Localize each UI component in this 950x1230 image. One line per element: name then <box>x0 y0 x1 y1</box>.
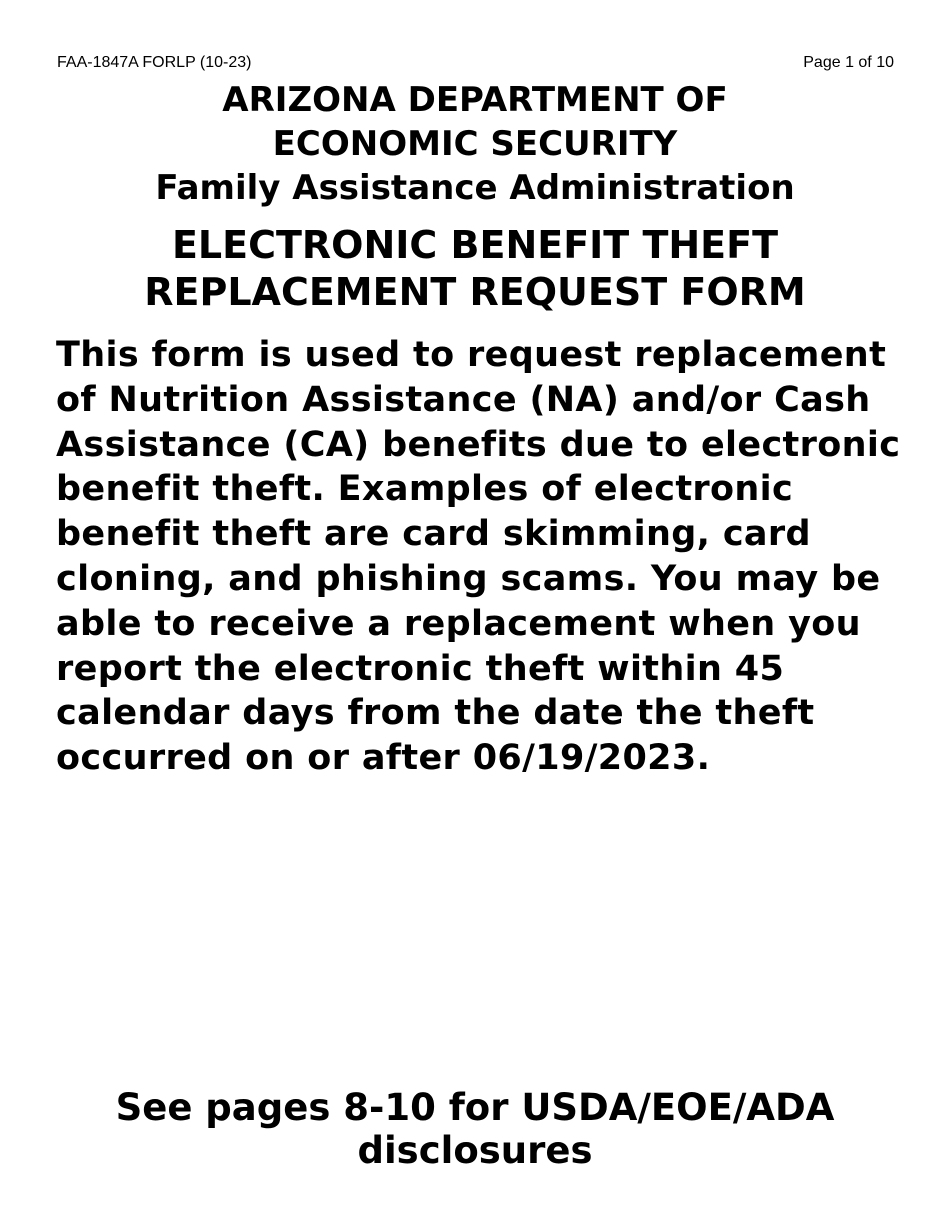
page-indicator: Page 1 of 10 <box>803 54 894 71</box>
form-number: FAA-1847A FORLP (10-23) <box>57 54 252 71</box>
form-title-line-1: ELECTRONIC BENEFIT THEFT <box>171 223 779 267</box>
form-title <box>0 222 950 316</box>
agency-division: Family Assistance Administration <box>155 168 795 208</box>
disclosure-note <box>0 1086 950 1172</box>
agency-heading <box>0 78 950 210</box>
form-title-line-2: REPLACEMENT REQUEST FORM <box>144 270 806 314</box>
intro-paragraph: This form is used to request replacement of Nutrition Assistance (NA) and/or Cash Assistance (CA) benefits due to electronic benefit theft. Examples of electronic benefit theft are card skimming, card cloning, and phishing scams. You may be able to receive a replacement when you report the electronic theft within 45 calendar days from the date the theft occurred on or after 06/19/2023. <box>56 335 901 779</box>
disclosure-line-2: disclosures <box>357 1129 593 1172</box>
agency-name-line-2: ECONOMIC SECURITY <box>272 124 678 164</box>
agency-name-line-1: ARIZONA DEPARTMENT OF <box>222 80 728 120</box>
disclosure-line-1: See pages 8-10 for USDA/EOE/ADA <box>115 1086 835 1129</box>
